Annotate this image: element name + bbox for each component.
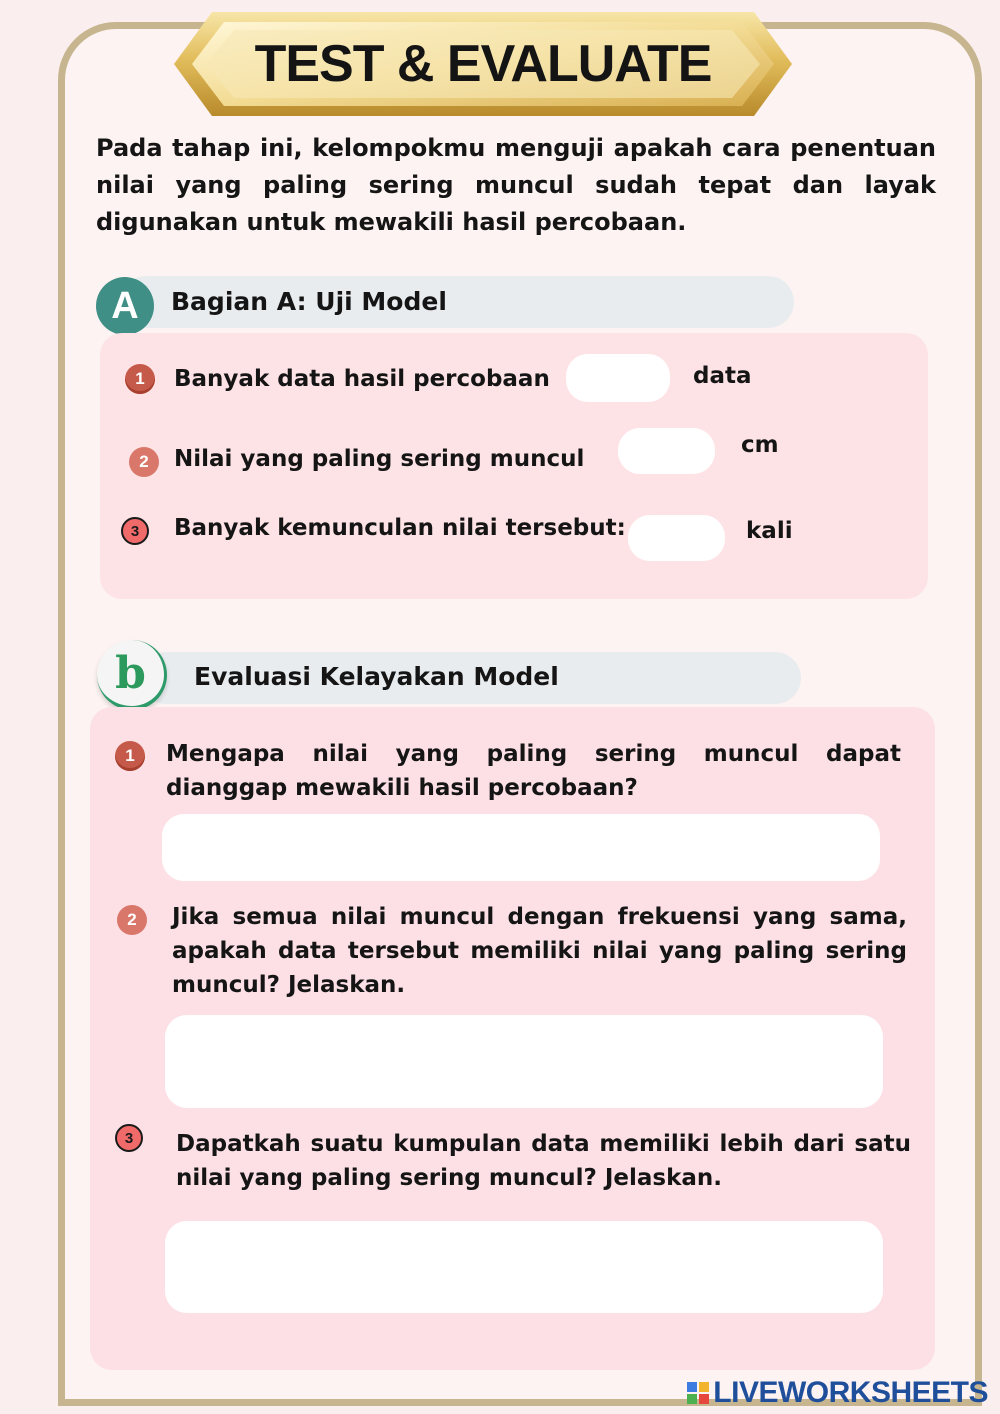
item-label-mode-frequency: Banyak kemunculan nilai tersebut: (174, 515, 626, 541)
question-2-text: Jika semua nilai muncul dengan frekuensi yang sama, apakah data tersebut memiliki nilai yang paling sering muncul? Jelaskan. (172, 904, 907, 998)
answer-3-input[interactable] (165, 1221, 883, 1313)
unit-data: data (693, 363, 752, 389)
liveworksheets-logo (687, 1378, 988, 1408)
question-number-2: 2 (117, 905, 147, 935)
mode-value-input[interactable] (618, 428, 715, 474)
unit-kali: kali (746, 518, 793, 544)
data-count-input[interactable] (566, 354, 670, 402)
section-b-title: Evaluasi Kelayakan Model (194, 662, 559, 691)
liveworksheets-icon (687, 1382, 709, 1404)
answer-1-input[interactable] (162, 814, 880, 881)
question-number-1: 1 (115, 741, 145, 771)
section-b-badge: b (97, 640, 167, 710)
section-a-title: Bagian A: Uji Model (171, 287, 447, 316)
answer-2-input[interactable] (165, 1015, 883, 1108)
intro-paragraph: Pada tahap ini, kelompokmu menguji apakah cara penentuan nilai yang paling sering muncul sudah tepat dan layak digunakan untuk mewakili hasil percobaan. (96, 134, 936, 236)
title-banner (172, 8, 794, 120)
question-1-text: Mengapa nilai yang paling sering muncul dapat dianggap mewakili hasil percobaan? (166, 741, 901, 801)
brand-name: LIVEWORKSHEETS (713, 1376, 988, 1409)
item-number-3: 3 (121, 517, 149, 545)
section-a-badge: A (96, 277, 154, 335)
page-title: TEST & EVALUATE (254, 35, 712, 93)
item-label-mode-value: Nilai yang paling sering muncul (174, 446, 585, 472)
question-number-3: 3 (115, 1124, 143, 1152)
item-number-2: 2 (129, 447, 159, 477)
unit-cm: cm (741, 432, 779, 458)
item-label-data-count: Banyak data hasil percobaan (174, 366, 550, 392)
item-number-1: 1 (125, 364, 155, 394)
question-3-text: Dapatkah suatu kumpulan data memiliki lebih dari satu nilai yang paling sering muncul? Jelaskan. (176, 1131, 911, 1191)
mode-frequency-input[interactable] (628, 515, 725, 561)
